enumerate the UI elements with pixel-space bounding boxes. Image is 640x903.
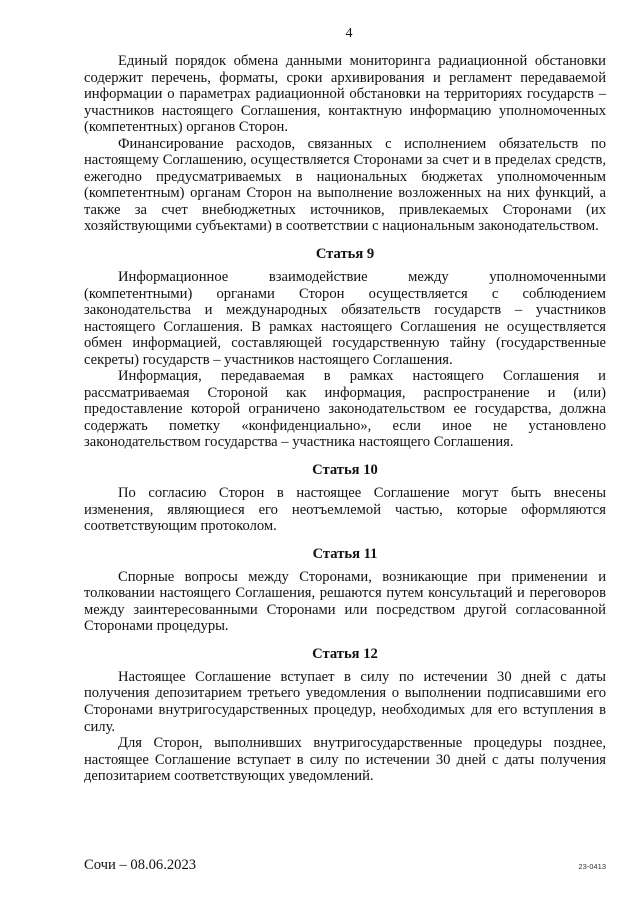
footer-doc-code: 23-0413 bbox=[578, 862, 606, 871]
footer-place-date: Сочи – 08.06.2023 bbox=[84, 857, 197, 873]
article-11 bbox=[84, 546, 606, 635]
article-paragraph: Информация, передаваемая в рамках настоящего Соглашения и рассматриваемая Стороной как информация, распространение и (или) предоставление которой ограничено законодательством ее государства, должна содержать пометку «конфиденциально», если иное не установлено законодательством государства – участника настоящего Соглашения. bbox=[84, 368, 606, 451]
article-paragraph: Для Сторон, выполнивших внутригосударственные процедуры позднее, настоящее Соглашение вступает в силу по истечении 30 дней с даты получения депозитарием соответствующих уведомлений. bbox=[84, 735, 606, 785]
article-title: Статья 12 bbox=[312, 645, 378, 662]
paragraph-financing: Финансирование расходов, связанных с исполнением обязательств по настоящему Соглашению, осуществляется Сторонами за счет и в пределах средств, ежегодно предусматриваемых в национальных бюджетах уполномоченным (компетентным) органам Сторон на выполнение возложенных на них функций, а также за счет внебюджетных источников, привлекаемых Сторонами (их хозяйствующими субъектами) в соответствии с национальным законодательством. bbox=[84, 135, 606, 235]
article-9 bbox=[84, 246, 606, 451]
article-title: Статья 9 bbox=[315, 246, 375, 263]
article-10 bbox=[84, 462, 606, 535]
article-title: Статья 10 bbox=[312, 462, 378, 479]
article-paragraph: Настоящее Соглашение вступает в силу по истечении 30 дней с даты получения депозитарием третьего уведомления о выполнении подписавшими его Сторонами внутригосударственных процедур, необходимых для его вступления в силу. bbox=[84, 668, 606, 735]
article-12 bbox=[84, 646, 606, 785]
article-paragraph: Спорные вопросы между Сторонами, возникающие при применении и толковании настоящего Соглашения, решаются путем консультаций и переговоров между заинтересованными Сторонами или посредством другой согласованной Сторонами процедуры. bbox=[84, 568, 606, 635]
page-number: 4 bbox=[345, 26, 353, 41]
article-paragraph: По согласию Сторон в настоящее Соглашение могут быть внесены изменения, являющиеся его неотъемлемой частью, которые оформляются соответствующим протоколом. bbox=[84, 485, 606, 535]
article-paragraph: Информационное взаимодействие между уполномоченными (компетентными) органами Сторон осуществляется с соблюдением законодательства и международных обязательств государств – участников настоящего Соглашения. В рамках настоящего Соглашения не осуществляется обмен информацией, составляющей государственную тайну (государственные секреты) государств – участников настоящего Соглашения. bbox=[84, 269, 606, 368]
paragraph-exchange-procedure: Единый порядок обмена данными мониторинга радиационной обстановки содержит перечень, форматы, сроки архивирования и регламент передаваемой информации о параметрах радиационной обстановки на территориях государств – участников настоящего Соглашения, контактную информацию уполномоченных (компетентных) органов Сторон. bbox=[84, 53, 606, 136]
article-title: Статья 11 bbox=[312, 545, 378, 562]
